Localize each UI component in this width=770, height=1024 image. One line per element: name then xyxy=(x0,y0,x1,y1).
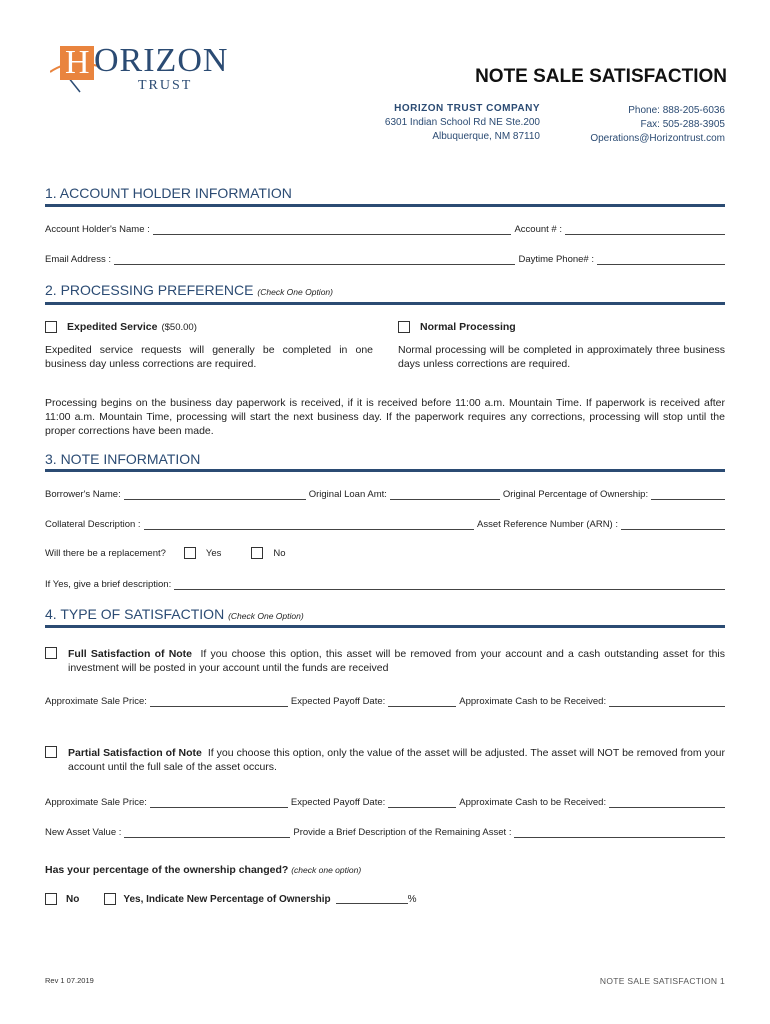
expedited-description: Expedited service requests will generally be completed in one business day unless corrections are required. xyxy=(45,344,373,370)
section-divider xyxy=(45,469,725,472)
section-3-title: 3. NOTE INFORMATION xyxy=(45,451,201,467)
replacement-question: Will there be a replacement? xyxy=(45,547,166,559)
section-divider xyxy=(45,625,725,628)
borrower-row xyxy=(45,489,725,500)
partial-satisfaction-option xyxy=(45,746,725,774)
normal-label: Normal Processing xyxy=(420,321,516,333)
brief-description-label: If Yes, give a brief description: xyxy=(45,579,172,590)
daytime-phone-field[interactable] xyxy=(597,255,725,265)
full-sale-price-field[interactable] xyxy=(150,697,288,707)
account-holder-name-label: Account Holder's Name : xyxy=(45,224,150,235)
new-asset-row xyxy=(45,827,725,838)
borrower-name-field[interactable] xyxy=(124,490,306,500)
replacement-yes-checkbox[interactable] xyxy=(184,547,196,559)
fax-number: Fax: 505-288-3905 xyxy=(640,119,725,130)
section-1-title: 1. ACCOUNT HOLDER INFORMATION xyxy=(45,185,292,201)
partial-payoff-date-field[interactable] xyxy=(388,798,456,808)
normal-checkbox[interactable] xyxy=(398,321,410,333)
section-2-title: 2. PROCESSING PREFERENCE (Check One Option) xyxy=(45,282,333,298)
collateral-label: Collateral Description : xyxy=(45,519,141,530)
company-contact xyxy=(590,104,725,146)
replacement-row xyxy=(45,547,286,559)
partial-satisfaction-description: If you choose this option, only the value of the asset will be adjusted. The asset will NOT be removed from your account until the full sale of the asset occurs. xyxy=(68,747,726,773)
ownership-options xyxy=(45,893,417,905)
sale-price-label: Approximate Sale Price: xyxy=(45,797,147,808)
ownership-yes-checkbox[interactable] xyxy=(104,893,116,905)
arn-label: Asset Reference Number (ARN) : xyxy=(477,519,618,530)
address-line-1: 6301 Indian School Rd NE Ste.200 xyxy=(384,117,540,128)
replacement-no-label: No xyxy=(273,547,286,559)
full-satisfaction-option xyxy=(45,647,725,675)
company-name: HORIZON TRUST COMPANY xyxy=(394,103,540,114)
expedited-option xyxy=(45,321,197,333)
percent-sign: % xyxy=(407,893,417,905)
new-asset-value-label: New Asset Value : xyxy=(45,827,122,838)
account-number-field[interactable] xyxy=(565,225,725,235)
company-address xyxy=(385,102,540,144)
email-row xyxy=(45,254,725,265)
collateral-row xyxy=(45,519,725,530)
processing-note: Processing begins on the business day paperwork is received, if it is received before 11:00 a.m. Mountain Time. If paperwork is received after 11:00 a.m. Mountain Time, processing will start the next business day. If the paperwork requires any corrections, processing will stop until the proper corrections have been made. xyxy=(45,397,725,437)
email-field[interactable] xyxy=(114,255,515,265)
full-cash-received-field[interactable] xyxy=(609,697,725,707)
section-divider xyxy=(45,204,725,207)
partial-sale-row xyxy=(45,797,725,808)
expedited-checkbox[interactable] xyxy=(45,321,57,333)
section-divider xyxy=(45,302,725,305)
ownership-question: Has your percentage of the ownership changed? (check one option) xyxy=(45,864,362,876)
section-4-title: 4. TYPE OF SATISFACTION (Check One Option) xyxy=(45,606,304,622)
account-number-label: Account # : xyxy=(514,224,562,235)
full-satisfaction-description: If you choose this option, this asset will be removed from your account and a cash outstanding asset for this investment will be posted in your account until the funds are received xyxy=(68,648,726,674)
partial-satisfaction-label: Partial Satisfaction of Note xyxy=(68,747,202,759)
borrower-name-label: Borrower's Name: xyxy=(45,489,121,500)
collateral-field[interactable] xyxy=(144,520,474,530)
address-line-2: Albuquerque, NM 87110 xyxy=(432,131,540,142)
cash-received-label: Approximate Cash to be Received: xyxy=(459,797,607,808)
logo-wordmark: ORIZON xyxy=(94,42,229,79)
full-satisfaction-checkbox[interactable] xyxy=(45,647,57,659)
original-pct-label: Original Percentage of Ownership: xyxy=(502,489,649,500)
partial-satisfaction-checkbox[interactable] xyxy=(45,746,57,758)
page-footer: NOTE SALE SATISFACTION 1 xyxy=(599,976,725,986)
arn-field[interactable] xyxy=(621,520,725,530)
email-address: Operations@Horizontrust.com xyxy=(590,133,725,144)
document-title: NOTE SALE SATISFACTION xyxy=(475,66,727,87)
cash-received-label: Approximate Cash to be Received: xyxy=(459,696,607,707)
original-pct-field[interactable] xyxy=(651,490,725,500)
brief-description-field[interactable] xyxy=(174,580,725,590)
logo-trust: TRUST xyxy=(138,78,193,93)
partial-sale-price-field[interactable] xyxy=(150,798,288,808)
new-asset-value-field[interactable] xyxy=(124,828,290,838)
remaining-asset-label: Provide a Brief Description of the Remaining Asset : xyxy=(293,827,512,838)
daytime-phone-label: Daytime Phone# : xyxy=(518,254,594,265)
payoff-date-label: Expected Payoff Date: xyxy=(290,797,386,808)
replacement-no-checkbox[interactable] xyxy=(251,547,263,559)
payoff-date-label: Expected Payoff Date: xyxy=(290,696,386,707)
new-percentage-field[interactable] xyxy=(336,894,408,904)
normal-option xyxy=(398,321,516,333)
horizon-logo xyxy=(50,40,250,100)
email-label: Email Address : xyxy=(45,254,111,265)
original-loan-label: Original Loan Amt: xyxy=(308,489,387,500)
normal-description: Normal processing will be completed in approximately three business days unless corrections are required. xyxy=(398,344,725,370)
full-satisfaction-label: Full Satisfaction of Note xyxy=(68,648,193,660)
brief-row xyxy=(45,579,725,590)
full-payoff-date-field[interactable] xyxy=(388,697,456,707)
account-holder-name-field[interactable] xyxy=(153,225,512,235)
remaining-asset-field[interactable] xyxy=(514,828,725,838)
original-loan-field[interactable] xyxy=(390,490,500,500)
account-row xyxy=(45,224,725,235)
expedited-label: Expedited Service xyxy=(67,321,158,333)
ownership-yes-label: Yes, Indicate New Percentage of Ownership xyxy=(123,893,331,905)
logo-mark: H xyxy=(60,46,94,80)
phone-number: Phone: 888-205-6036 xyxy=(628,105,725,116)
partial-cash-received-field[interactable] xyxy=(609,798,725,808)
ownership-no-label: No xyxy=(66,893,80,905)
replacement-yes-label: Yes xyxy=(205,547,222,559)
sale-price-label: Approximate Sale Price: xyxy=(45,696,147,707)
expedited-price: ($50.00) xyxy=(161,321,197,333)
full-sale-row xyxy=(45,696,725,707)
ownership-no-checkbox[interactable] xyxy=(45,893,57,905)
revision-label: Rev 1 07.2019 xyxy=(45,976,94,985)
